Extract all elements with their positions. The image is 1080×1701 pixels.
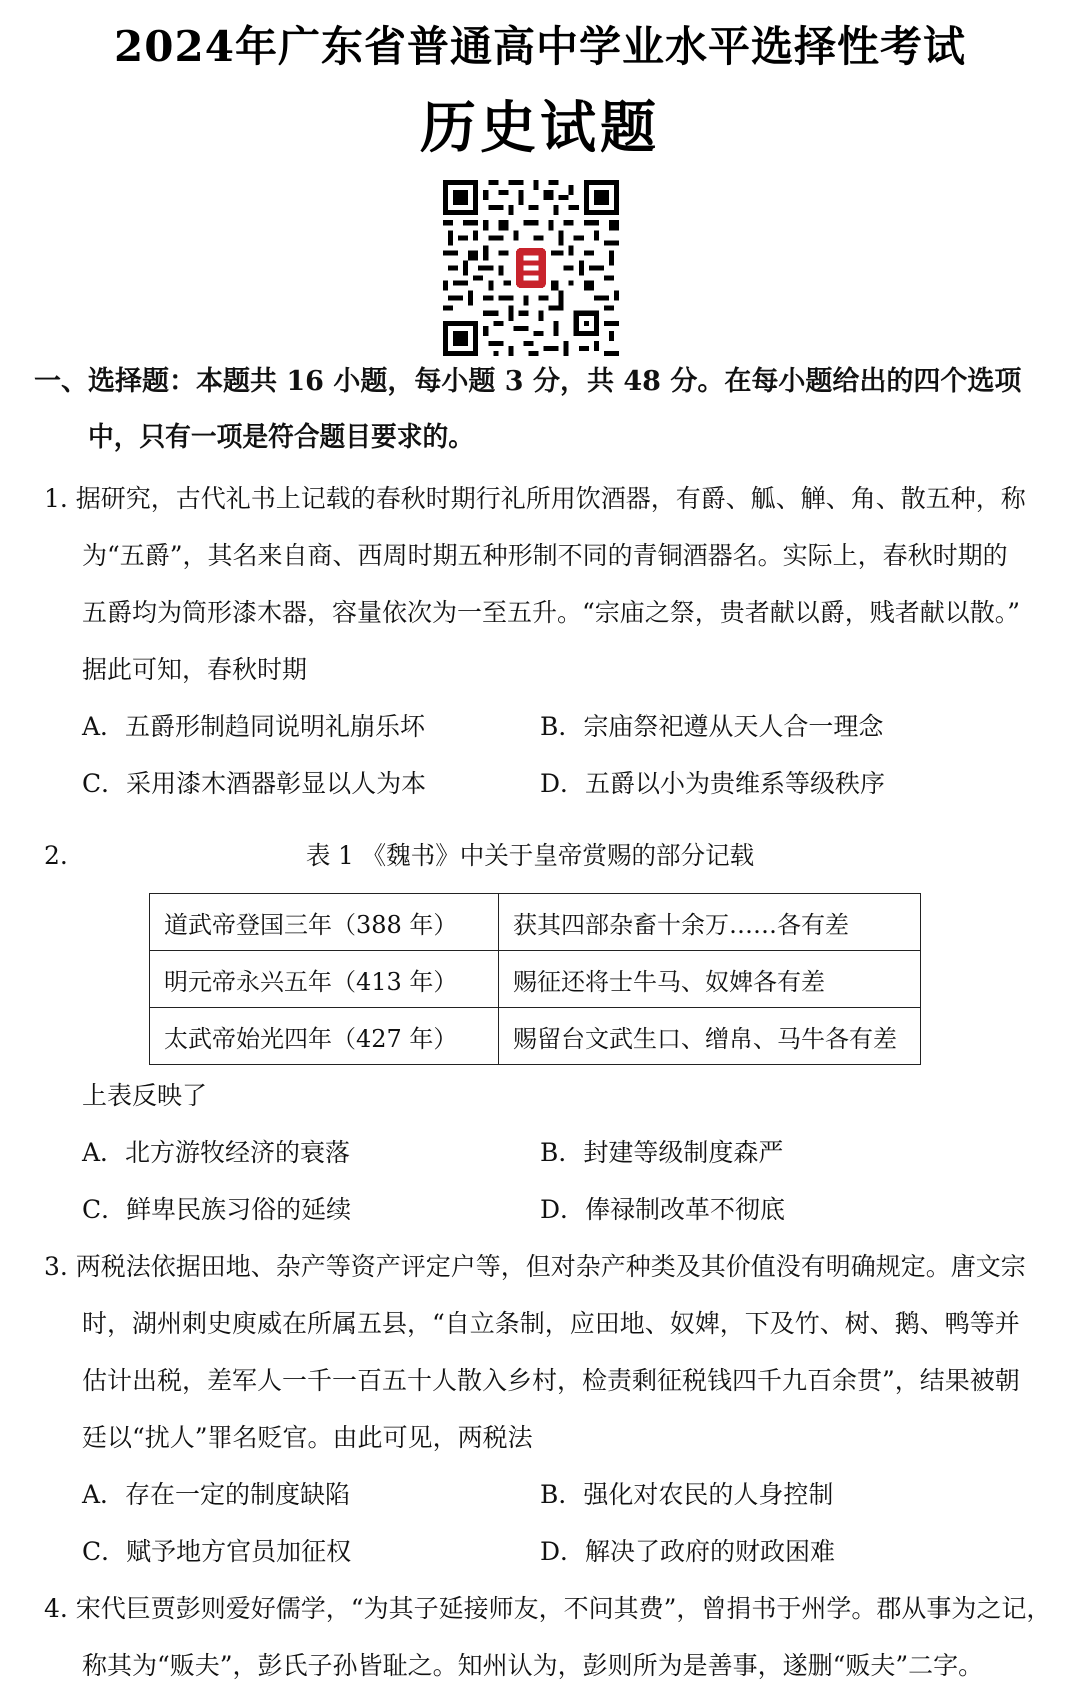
- q1-line-3: 五爵均为筒形漆木器，容量依次为一至五升。“宗庙之祭，贵者献以爵，贱者献以散。”: [82, 598, 1021, 627]
- q4-line-1: 4. 宋代巨贾彭则爱好儒学，“为其子延接师友，不问其费”，曾捐书于州学。郡从事为之记，: [44, 1594, 1052, 1623]
- table-cell: 赐留台文武生口、缯帛、马牛各有差: [499, 1008, 921, 1065]
- section-heading-line2: 中，只有一项是符合题目要求的。: [88, 422, 474, 453]
- q1-option-b[interactable]: B．宗庙祭祀遵从天人合一理念: [540, 712, 884, 741]
- q3-option-b[interactable]: B．强化对农民的人身控制: [540, 1480, 834, 1509]
- q1-option-d[interactable]: D．五爵以小为贵维系等级秩序: [540, 769, 886, 798]
- table-cell: 赐征还将士牛马、奴婢各有差: [499, 951, 921, 1008]
- q2-stem: 上表反映了: [82, 1081, 208, 1110]
- q3-line-1: 3. 两税法依据田地、杂产等资产评定户等，但对杂产种类及其价值没有明确规定。唐文宗: [44, 1252, 1026, 1281]
- table-row: [150, 894, 921, 951]
- q3-line-2: 时，湖州刺史庾威在所属五县，“自立条制，应田地、奴婢，下及竹、树、鹅、鸭等并: [82, 1309, 1020, 1338]
- q3-option-c[interactable]: C．赋予地方官员加征权: [82, 1537, 352, 1566]
- q1-option-a[interactable]: A．五爵形制趋同说明礼崩乐坏: [82, 712, 426, 741]
- rewards-table: [149, 893, 921, 1065]
- table-cell: 太武帝始光四年（427 年）: [150, 1008, 499, 1065]
- table-caption: 表 1 《魏书》中关于皇帝赏赐的部分记载: [305, 841, 755, 870]
- q2-option-b[interactable]: B．封建等级制度森严: [540, 1138, 784, 1167]
- table-cell: 明元帝永兴五年（413 年）: [150, 951, 499, 1008]
- section-heading-line1: 一、选择题：本题共 16 小题，每小题 3 分，共 48 分。在每小题给出的四个选项: [34, 366, 1022, 397]
- q2-number: 2.: [44, 841, 68, 870]
- exam-title: 2024年广东省普通高中学业水平选择性考试: [114, 22, 966, 71]
- table-row: [150, 951, 921, 1008]
- q1-option-c[interactable]: C．采用漆木酒器彰显以人为本: [82, 769, 427, 798]
- q1-line-1: 1. 据研究，古代礼书上记载的春秋时期行礼所用饮酒器，有爵、觚、觯、角、散五种，称: [44, 484, 1026, 513]
- q3-line-3: 估计出税，差军人一千一百五十人散入乡村，检责剩征税钱四千九百余贯”，结果被朝: [82, 1366, 1020, 1395]
- q2-option-a[interactable]: A．北方游牧经济的衰落: [82, 1138, 351, 1167]
- table-cell: 获其四部杂畜十余万……各有差: [499, 894, 921, 951]
- exam-subtitle: 历史试题: [420, 95, 660, 161]
- table-cell: 道武帝登国三年（388 年）: [150, 894, 499, 951]
- q3-option-a[interactable]: A．存在一定的制度缺陷: [82, 1480, 351, 1509]
- table-row: [150, 1008, 921, 1065]
- q3-line-4: 廷以“扰人”罪名贬官。由此可见，两税法: [82, 1423, 533, 1452]
- q1-line-2: 为“五爵”，其名来自商、西周时期五种形制不同的青铜酒器名。实际上，春秋时期的: [82, 541, 1008, 570]
- q4-line-2: 称其为“贩夫”，彭氏子孙皆耻之。知州认为，彭则所为是善事，遂删“贩夫”二字。: [82, 1651, 984, 1680]
- q2-option-d[interactable]: D．俸禄制改革不彻底: [540, 1195, 786, 1224]
- q3-option-d[interactable]: D．解决了政府的财政困难: [540, 1537, 836, 1566]
- q2-option-c[interactable]: C．鲜卑民族习俗的延续: [82, 1195, 352, 1224]
- q1-line-4: 据此可知，春秋时期: [82, 655, 308, 684]
- qr-code-icon[interactable]: [438, 175, 624, 361]
